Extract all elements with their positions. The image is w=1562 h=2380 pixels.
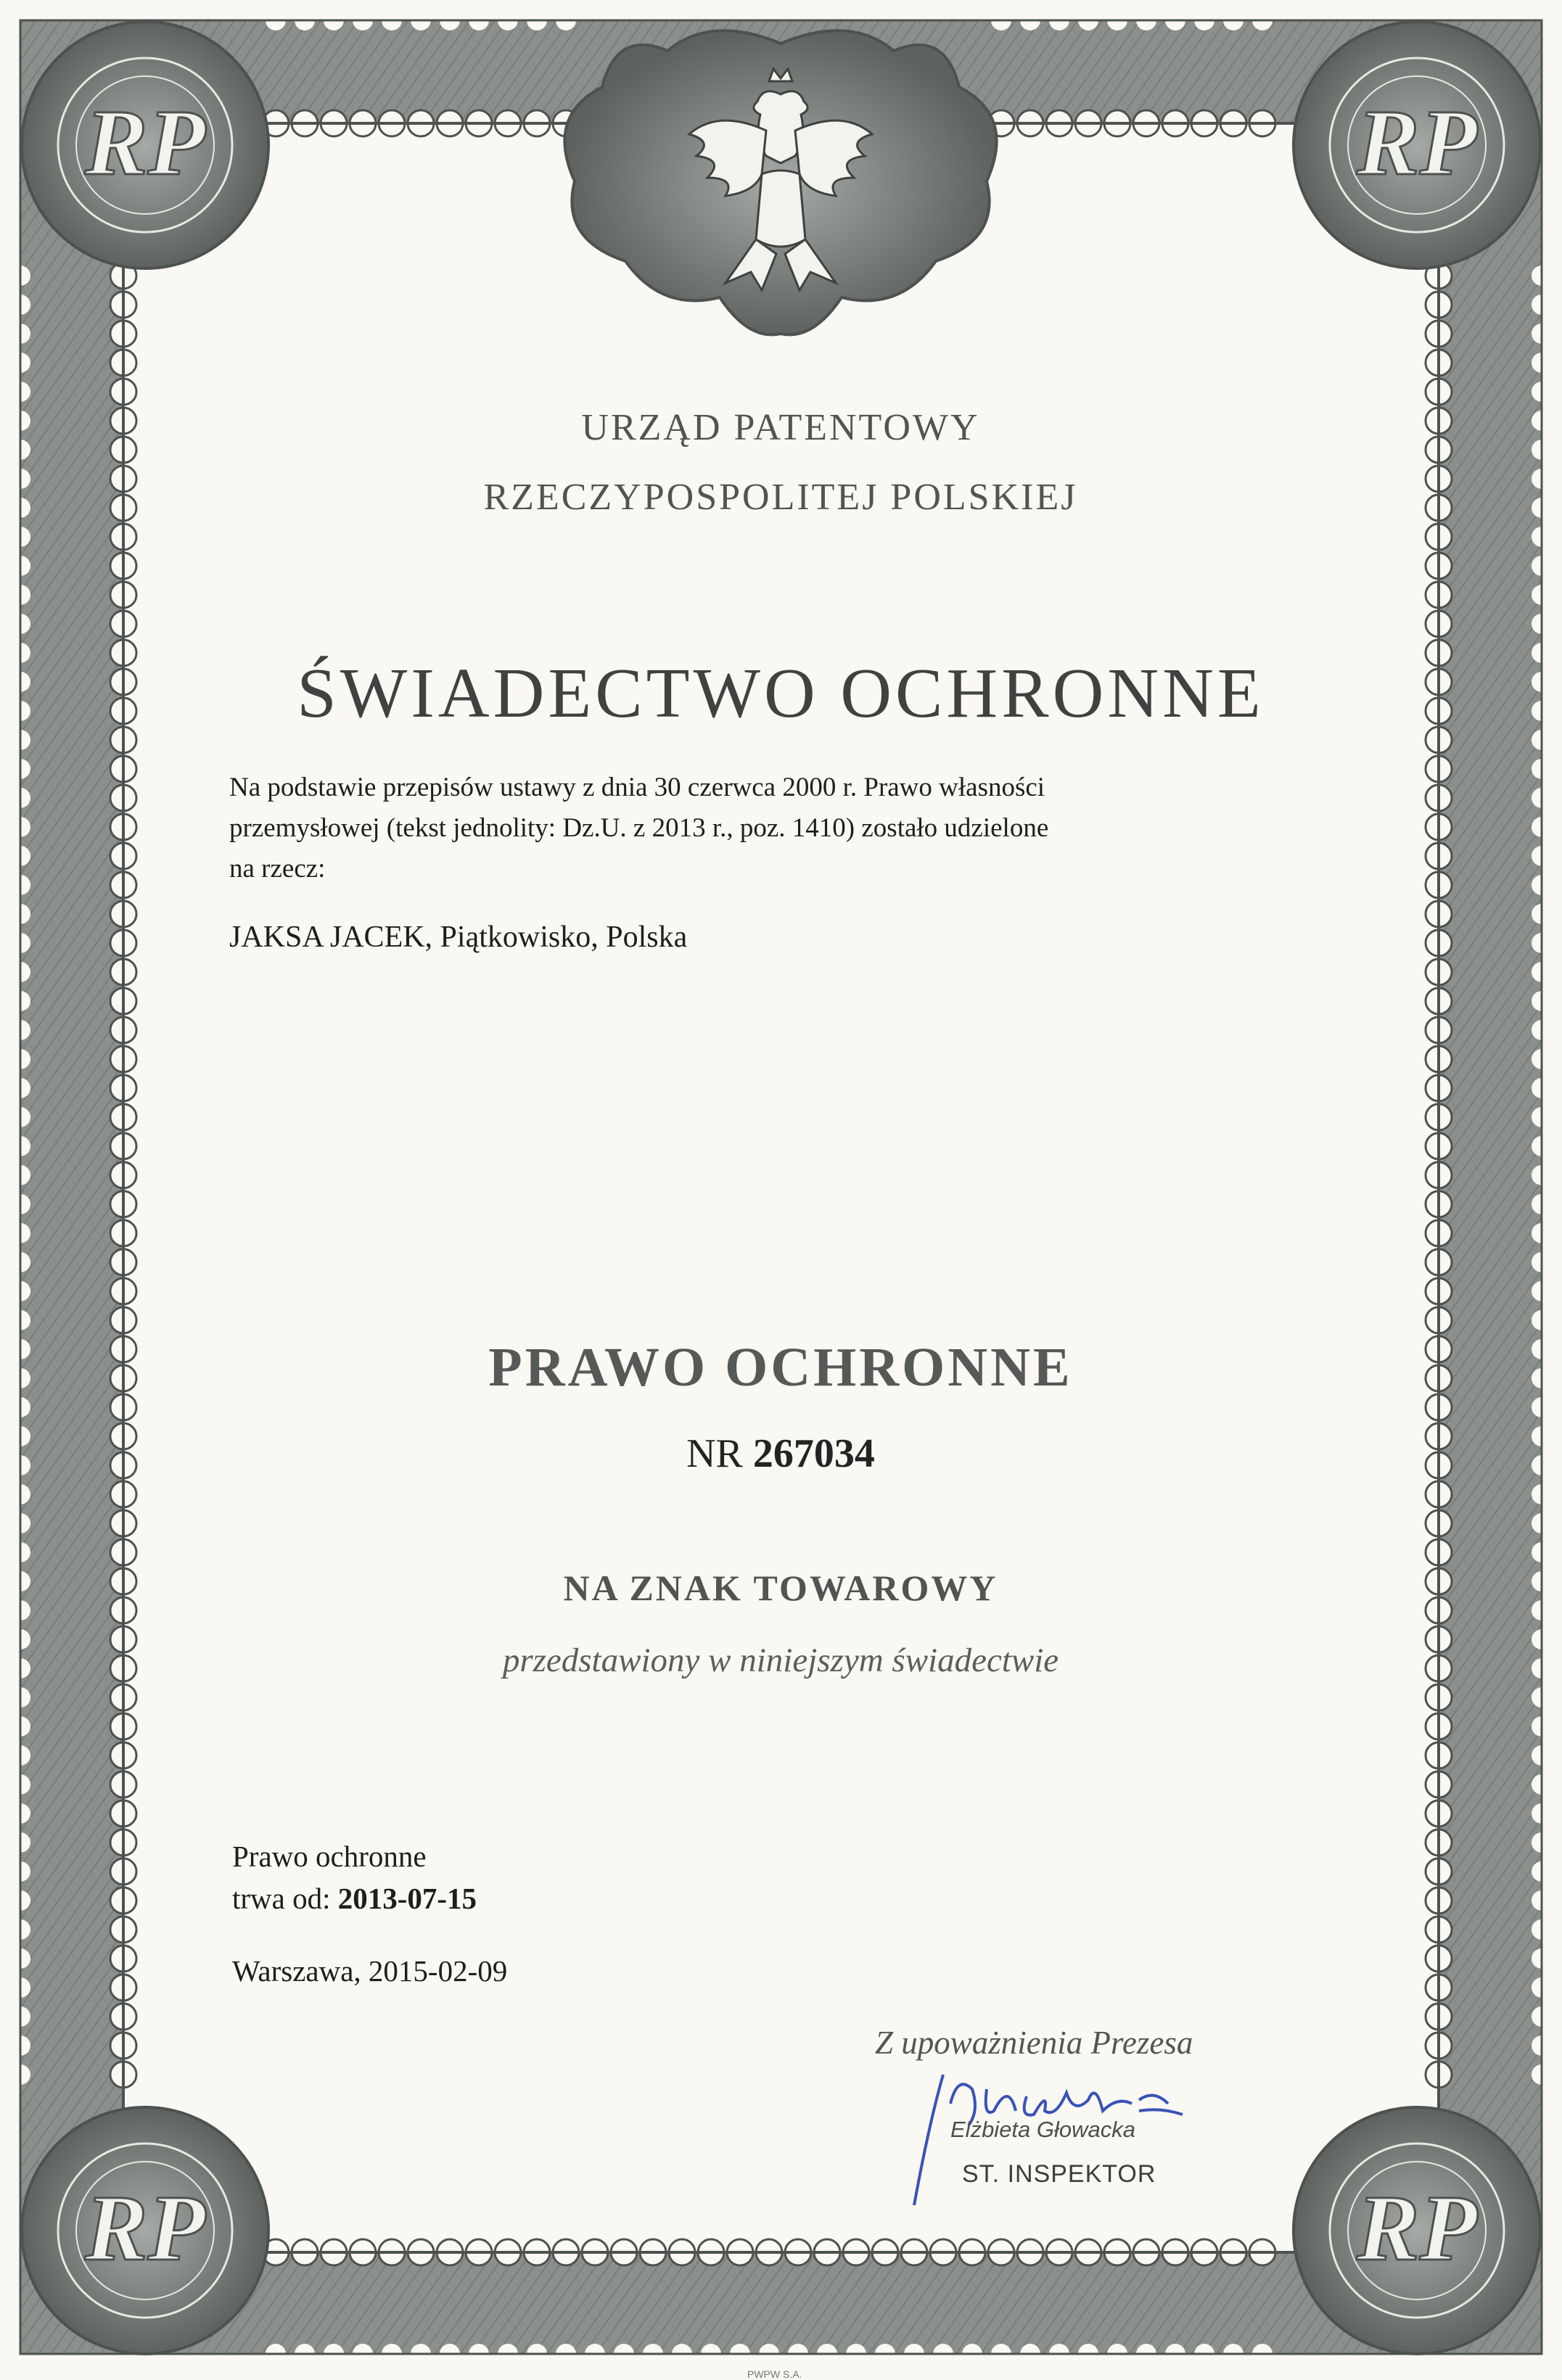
- registration-number-value: 267034: [752, 1431, 875, 1476]
- eagle-emblem-icon: [564, 30, 996, 334]
- trademark-subject: NA ZNAK TOWAROWY: [563, 1568, 998, 1608]
- legal-basis-paragraph: [229, 767, 1354, 889]
- signatory-title-stamp: ST. INSPEKTOR: [962, 2160, 1156, 2188]
- legal-basis-line: na rzecz:: [229, 854, 326, 884]
- signatory-name-stamp: Elżbieta Głowacka: [950, 2117, 1136, 2142]
- right-holder: JAKSA JACEK, Piątkowisko, Polska: [229, 921, 688, 954]
- office-name-line2: RZECZYPOSPOLITEJ POLSKIEJ: [483, 477, 1078, 518]
- place-and-date: Warszawa, 2015-02-09: [232, 1954, 508, 1988]
- protection-right-title: PRAWO OCHRONNE: [488, 1337, 1073, 1398]
- office-name-line1: URZĄD PATENTOWY: [581, 407, 980, 448]
- legal-basis-line: przemysłowej (tekst jednolity: Dz.U. z 2013 r., poz. 1410) zostało udzielone: [229, 813, 1049, 843]
- registration-number: [418, 1430, 1143, 1477]
- document-title: ŚWIADECTWO OCHRONNE: [297, 654, 1265, 733]
- validity-from-label: trwa od:: [232, 1882, 331, 1915]
- legal-basis-line: Na podstawie przepisów ustawy z dnia 30 czerwca 2000 r. Prawo własności: [229, 773, 1045, 802]
- corner-monogram: RP: [84, 91, 206, 195]
- corner-monogram: RP: [1356, 2176, 1478, 2281]
- printer-mark: PWPW S.A.: [747, 2368, 802, 2380]
- corner-monogram: RP: [1356, 91, 1478, 195]
- registration-number-prefix: NR: [686, 1431, 743, 1476]
- corner-monogram: RP: [84, 2176, 206, 2281]
- validity-from-date: 2013-07-15: [337, 1882, 477, 1915]
- signature-authority: Z upoważnienia Prezesa: [875, 2025, 1193, 2061]
- validity-label: Prawo ochronne: [232, 1840, 427, 1873]
- trademark-subject-note: przedstawiony w niniejszym świadectwie: [502, 1642, 1059, 1679]
- validity-block: [232, 1835, 477, 1919]
